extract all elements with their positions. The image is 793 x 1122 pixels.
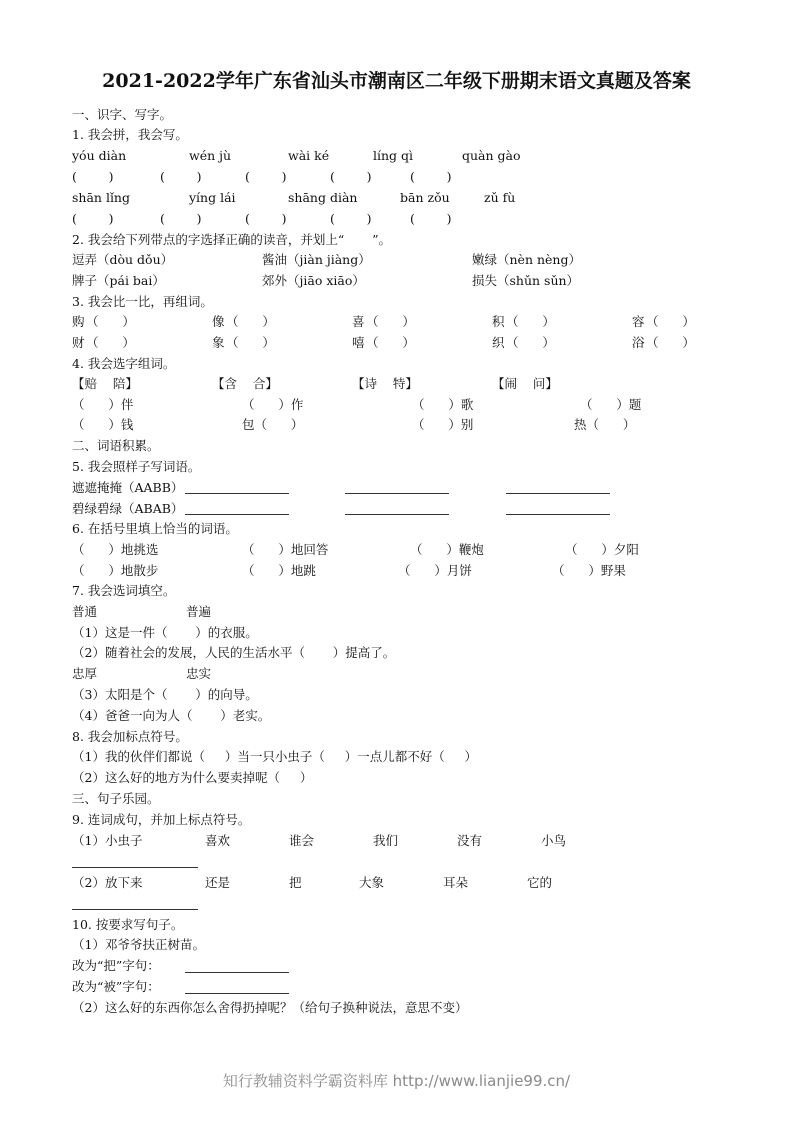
answer-line: [72, 867, 198, 868]
pinyin-item: bān zǒu: [400, 190, 450, 205]
question-3-heading: 3. 我会比一比，再组词。: [72, 294, 213, 309]
word-blank: （ ）地跳: [242, 563, 316, 578]
answer-blank: ( ): [410, 169, 452, 184]
reading-option: 损失（shǔn sǔn）: [472, 273, 580, 288]
word-blank: （ ）作: [242, 397, 304, 412]
answer-blank: （ ）: [86, 314, 135, 329]
question-4-heading: 4. 我会选字组词。: [72, 356, 176, 371]
pinyin-item: wén jù: [189, 148, 232, 163]
word-item: （1）小虫子: [72, 833, 143, 848]
word-item: 没有: [457, 833, 483, 848]
char-item: 象: [212, 335, 225, 350]
question-9-heading: 9. 连词成句，并加上标点符号。: [72, 812, 251, 827]
sentence: （2）这么好的地方为什么要卖掉呢（ ）: [72, 770, 313, 785]
answer-blank: ( ): [72, 211, 114, 226]
char-item: 像: [212, 314, 225, 329]
word-blank: （ ）野果: [552, 563, 626, 578]
answer-blank: （ ）: [226, 314, 275, 329]
word-blank: （ ）题: [580, 397, 642, 412]
char-item: 财: [72, 335, 85, 350]
reading-option: 郊外（jiāo xiāo）: [262, 273, 365, 288]
pinyin-item: wài ké: [288, 148, 330, 163]
word-item: 把: [289, 875, 302, 890]
answer-blank: （ ）: [366, 335, 415, 350]
answer-line: [185, 993, 289, 994]
char-item: 浴: [632, 335, 645, 350]
rewrite-label: 改为“把”字句：: [72, 958, 160, 973]
answer-blank: （ ）: [226, 335, 275, 350]
word-blank: （ ）伴: [72, 397, 134, 412]
word-pattern: 碧绿碧绿（ABAB）: [72, 501, 184, 516]
word-item: 小鸟: [541, 833, 567, 848]
sentence: （2）随着社会的发展，人民的生活水平（ ）提高了。: [72, 645, 396, 660]
answer-blank: （ ）: [646, 314, 695, 329]
answer-blank: （ ）: [646, 335, 695, 350]
word-blank: 包（ ）: [242, 417, 304, 432]
word-choice: 忠实: [186, 666, 212, 681]
char-item: 喜: [352, 314, 365, 329]
char-item: 织: [492, 335, 505, 350]
char-group: 【赔 陪】: [72, 376, 138, 391]
question-1-heading: 1. 我会拼，我会写。: [72, 127, 188, 142]
answer-blank: （ ）: [506, 314, 555, 329]
pinyin-item: quàn gào: [462, 148, 521, 163]
question-6-heading: 6. 在括号里填上恰当的词语。: [72, 521, 238, 536]
question-10-heading: 10. 按要求写句子。: [72, 917, 184, 932]
reading-option: 酱油（jiàn jiàng）: [262, 252, 371, 267]
answer-blank: ( ): [330, 211, 372, 226]
answer-blank: ( ): [72, 169, 114, 184]
word-blank: （ ）鞭炮: [410, 542, 484, 557]
answer-blank: （ ）: [366, 314, 415, 329]
page-title: 2021-2022学年广东省汕头市潮南区二年级下册期末语文真题及答案: [102, 70, 691, 92]
answer-line: [185, 972, 289, 973]
answer-blank: ( ): [410, 211, 452, 226]
word-blank: （ ）地挑选: [72, 542, 159, 557]
reading-option: 嫩绿（nèn nèng）: [472, 252, 581, 267]
reading-option: 逗弄（dòu dǒu）: [72, 252, 174, 267]
word-blank: （ ）地散步: [72, 563, 159, 578]
question-2-heading: 2. 我会给下列带点的字选择正确的读音，并划上“ ”。: [72, 232, 391, 247]
answer-blank: （ ）: [506, 335, 555, 350]
pinyin-item: líng qì: [373, 148, 414, 163]
word-blank: （ ）夕阳: [565, 542, 639, 557]
answer-blank: ( ): [245, 211, 287, 226]
question-7-heading: 7. 我会选词填空。: [72, 583, 176, 598]
char-group: 【诗 特】: [352, 376, 418, 391]
answer-line: [506, 514, 610, 515]
section-heading-3: 三、句子乐园。: [72, 791, 160, 806]
char-item: 购: [72, 314, 85, 329]
pinyin-item: zǔ fù: [484, 190, 516, 205]
sentence: （1）邓爷爷扶正树苗。: [72, 937, 205, 952]
answer-blank: ( ): [160, 211, 202, 226]
word-item: 谁会: [289, 833, 315, 848]
word-item: （2）放下来: [72, 875, 143, 890]
word-blank: （ ）钱: [72, 417, 134, 432]
word-item: 大象: [359, 875, 385, 890]
sentence: （2）这么好的东西你怎么舍得扔掉呢？（给句子换种说法，意思不变）: [72, 1000, 468, 1015]
word-item: 还是: [205, 875, 231, 890]
word-blank: （ ）别: [412, 417, 474, 432]
rewrite-label: 改为“被”字句：: [72, 979, 160, 994]
question-5-heading: 5. 我会照样子写词语。: [72, 459, 201, 474]
pinyin-item: yíng lái: [189, 190, 236, 205]
char-item: 嘻: [352, 335, 365, 350]
word-blank: （ ）地回答: [242, 542, 329, 557]
answer-line: [345, 514, 449, 515]
char-item: 积: [492, 314, 505, 329]
section-heading-2: 二、词语积累。: [72, 438, 160, 453]
question-8-heading: 8. 我会加标点符号。: [72, 729, 188, 744]
answer-blank: ( ): [330, 169, 372, 184]
answer-line: [506, 493, 610, 494]
char-group: 【闹 问】: [492, 376, 558, 391]
reading-option: 牌子（pái bai）: [72, 273, 165, 288]
word-choice: 普遍: [186, 604, 212, 619]
answer-blank: ( ): [245, 169, 287, 184]
word-blank: （ ）歌: [412, 397, 474, 412]
char-group: 【含 合】: [212, 376, 278, 391]
pinyin-item: shāng diàn: [288, 190, 358, 205]
answer-blank: （ ）: [86, 335, 135, 350]
sentence: （1）这是一件（ ）的衣服。: [72, 625, 258, 640]
sentence: （4）爸爸一向为人（ ）老实。: [72, 708, 271, 723]
answer-line: [345, 493, 449, 494]
word-blank: 热（ ）: [574, 417, 636, 432]
page-footer: 知行教辅资料学霸资料库 http://www.lianjie99.cn/: [222, 1072, 571, 1090]
word-blank: （ ）月饼: [398, 563, 472, 578]
word-item: 我们: [373, 833, 399, 848]
word-item: 耳朵: [443, 875, 469, 890]
pinyin-item: shān lǐng: [72, 190, 130, 205]
section-heading-1: 一、识字、写字。: [72, 107, 173, 122]
word-choice: 忠厚: [72, 666, 98, 681]
char-item: 容: [632, 314, 645, 329]
answer-line: [185, 514, 289, 515]
word-item: 喜欢: [205, 833, 231, 848]
answer-blank: ( ): [160, 169, 202, 184]
word-pattern: 遮遮掩掩（AABB）: [72, 480, 184, 495]
word-choice: 普通: [72, 604, 98, 619]
pinyin-item: yóu diàn: [72, 148, 127, 163]
word-item: 它的: [527, 875, 553, 890]
sentence: （1）我的伙伴们都说（ ）当一只小虫子（ ）一点儿都不好（ ）: [72, 749, 478, 764]
answer-line: [72, 909, 198, 910]
sentence: （3）太阳是个（ ）的向导。: [72, 687, 258, 702]
answer-line: [185, 493, 289, 494]
